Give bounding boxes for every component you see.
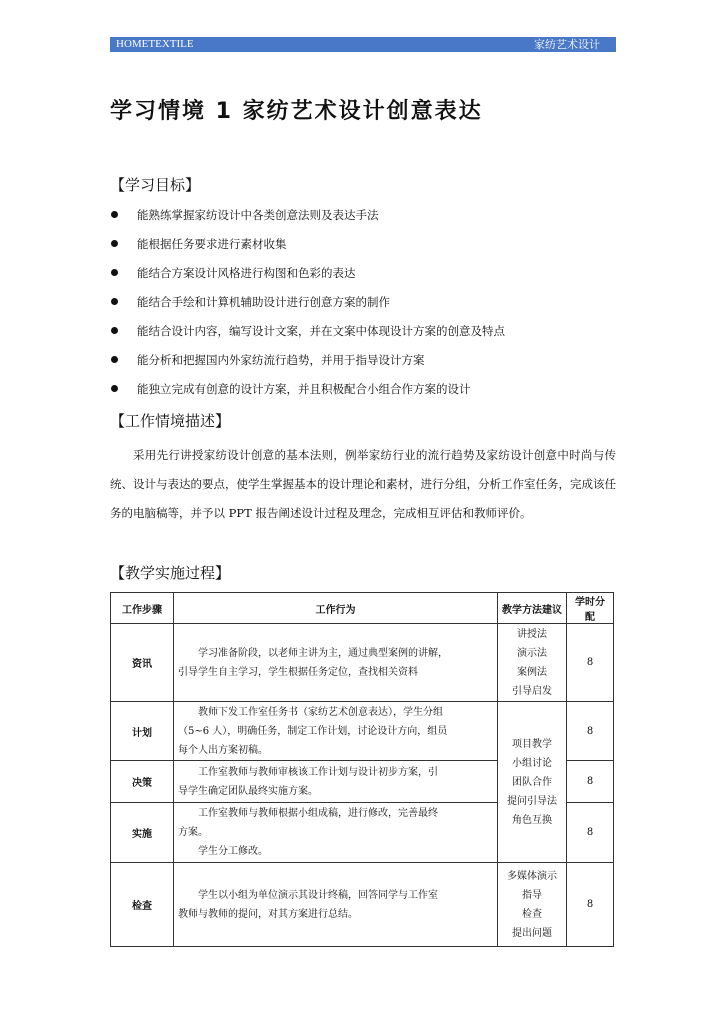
column-header: 工作步骤 xyxy=(111,593,174,624)
hours-cell: 8 xyxy=(567,803,614,863)
table-row xyxy=(111,702,614,761)
header-left-text: HOMETEXTILE xyxy=(116,38,194,50)
process-heading: 【教学实施过程】 xyxy=(110,564,231,582)
action-cell: 学习准备阶段，以老师主讲为主，通过典型案例的讲解， 引导学生自主学习，学生根据任务定位，查找相关资料 xyxy=(174,624,498,702)
table-row xyxy=(111,863,614,947)
column-header: 学时分配 xyxy=(567,593,614,624)
step-cell: 资讯 xyxy=(111,624,174,702)
process-table xyxy=(110,592,614,947)
step-cell: 计划 xyxy=(111,702,174,761)
bullet-icon xyxy=(111,327,118,334)
situation-paragraph: 采用先行讲授家纺设计创意的基本法则，例举家纺行业的流行趋势及家纺设计创意中时尚与传统、设计与表达的要点，使学生掌握基本的设计理论和素材，进行分组，分析工作室任务，完成该任务的电脑稿等，并予以 PPT 报告阐述设计过程及理念，完成相互评估和教师评价。 xyxy=(110,448,616,520)
step-cell: 决策 xyxy=(111,761,174,803)
list-item: 能结合方案设计风格进行构图和色彩的表达 xyxy=(110,265,620,294)
bullet-icon xyxy=(111,298,118,305)
bullet-icon xyxy=(111,385,118,392)
hours-cell: 8 xyxy=(567,702,614,761)
action-cell: 学生以小组为单位演示其设计终稿，回答同学与工作室 教师与教师的提问，对其方案进行总结。 xyxy=(174,863,498,947)
list-item: 能熟练掌握家纺设计中各类创意法则及表达手法 xyxy=(110,207,620,236)
action-cell: 工作室教师与教师根据小组成稿，进行修改，完善最终 方案。 学生分工修改。 xyxy=(174,803,498,863)
hours-cell: 8 xyxy=(567,863,614,947)
bullet-icon xyxy=(111,356,118,363)
list-item: 能根据任务要求进行素材收集 xyxy=(110,236,620,265)
bullet-icon xyxy=(111,211,118,218)
shared-method-cell: 项目教学 小组讨论 团队合作 提问引导法 角色互换 xyxy=(498,702,567,863)
hours-cell: 8 xyxy=(567,624,614,702)
goals-heading: 【学习目标】 xyxy=(110,176,201,194)
method-cell: 讲授法 演示法 案例法 引导启发 xyxy=(498,624,567,702)
list-item: 能结合手绘和计算机辅助设计进行创意方案的制作 xyxy=(110,294,620,323)
action-cell: 教师下发工作室任务书（家纺艺术创意表达），学生分组 （5~6 人），明确任务，制定工作计划，讨论设计方向，组员 每个人出方案初稿。 xyxy=(174,702,498,761)
list-item: 能结合设计内容，编写设计文案，并在文案中体现设计方案的创意及特点 xyxy=(110,323,620,352)
method-cell: 多媒体演示 指导 检查 提出问题 xyxy=(498,863,567,947)
list-item: 能分析和把握国内外家纺流行趋势，并用于指导设计方案 xyxy=(110,352,620,381)
column-header: 教学方法建议 xyxy=(498,593,567,624)
table-row xyxy=(111,624,614,702)
hours-cell: 8 xyxy=(567,761,614,803)
page-title: 学习情境 1 家纺艺术设计创意表达 xyxy=(110,99,483,124)
page-header-bar xyxy=(110,37,616,52)
column-header: 工作行为 xyxy=(174,593,498,624)
situation-heading: 【工作情境描述】 xyxy=(110,412,231,430)
step-cell: 检查 xyxy=(111,863,174,947)
bullet-icon xyxy=(111,240,118,247)
header-right-text: 家纺艺术设计 xyxy=(534,38,600,51)
table-header-row xyxy=(111,593,614,624)
list-item: 能独立完成有创意的设计方案，并且积极配合小组合作方案的设计 xyxy=(110,381,620,410)
goals-list xyxy=(110,207,620,410)
bullet-icon xyxy=(111,269,118,276)
step-cell: 实施 xyxy=(111,803,174,863)
action-cell: 工作室教师与教师审核该工作计划与设计初步方案，引 导学生确定团队最终实施方案。 xyxy=(174,761,498,803)
